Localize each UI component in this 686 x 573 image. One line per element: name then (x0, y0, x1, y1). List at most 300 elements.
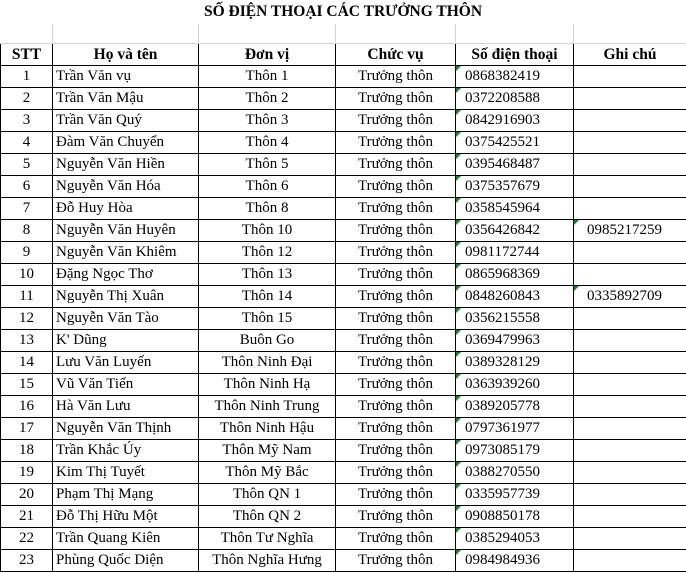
cell-stt[interactable] (1, 418, 53, 440)
number-as-text-indicator-icon (456, 418, 461, 423)
cell-phone[interactable] (456, 220, 574, 242)
cell-unit-text: Thôn Nghĩa Hưng (212, 552, 322, 568)
cell-unit[interactable] (199, 528, 336, 550)
cell-stt[interactable] (1, 264, 53, 286)
cell-unit[interactable] (199, 176, 336, 198)
cell-name[interactable] (53, 110, 199, 132)
table-row (1, 352, 686, 374)
header-row (1, 44, 686, 66)
cell-name-text: Vũ Văn Tiến (56, 376, 134, 392)
cell-phone[interactable] (456, 330, 574, 352)
cell-role-text: Trưởng thôn (357, 464, 434, 480)
cell-role-text: Trưởng thôn (357, 486, 434, 502)
cell-phone-text: 0375357679 (465, 178, 540, 194)
cell-unit-text: Thôn 1 (245, 68, 289, 84)
table-row (1, 88, 686, 110)
number-as-text-indicator-icon (456, 440, 461, 445)
table-row (1, 440, 686, 462)
blank-cell[interactable] (53, 24, 199, 44)
cell-note[interactable] (574, 374, 686, 396)
cell-phone[interactable] (456, 88, 574, 110)
cell-stt[interactable] (1, 286, 53, 308)
cell-stt-text: 10 (19, 266, 34, 282)
cell-phone[interactable] (456, 176, 574, 198)
cell-phone[interactable] (456, 308, 574, 330)
cell-unit-text: Buôn Go (239, 332, 295, 348)
header-role[interactable]: Chức vụ (336, 44, 456, 66)
cell-note[interactable] (574, 506, 686, 528)
table-row (1, 132, 686, 154)
number-as-text-indicator-icon (456, 198, 461, 203)
blank-cell[interactable] (336, 24, 456, 44)
cell-note[interactable] (574, 286, 686, 308)
cell-role[interactable] (336, 484, 456, 506)
cell-unit[interactable] (199, 462, 336, 484)
header-name[interactable]: Họ và tên (53, 44, 199, 66)
cell-role[interactable] (336, 462, 456, 484)
cell-stt-text: 22 (19, 530, 34, 546)
blank-cell[interactable] (1, 24, 53, 44)
cell-unit-text: Thôn 4 (245, 134, 289, 150)
cell-name[interactable] (53, 484, 199, 506)
cell-role[interactable] (336, 198, 456, 220)
cell-unit[interactable] (199, 418, 336, 440)
cell-phone-text: 0356426842 (465, 222, 540, 238)
cell-name-text: Đàm Văn Chuyển (56, 134, 165, 150)
cell-name-text: Trần Văn vụ (56, 68, 132, 84)
cell-stt[interactable] (1, 484, 53, 506)
cell-phone[interactable] (456, 462, 574, 484)
cell-note[interactable] (574, 418, 686, 440)
cell-role-text: Trưởng thôn (357, 156, 434, 172)
cell-stt-text: 1 (22, 68, 31, 84)
cell-phone-text: 0797361977 (465, 420, 540, 436)
cell-role[interactable] (336, 286, 456, 308)
cell-note-text: 0985217259 (587, 222, 662, 238)
cell-role[interactable] (336, 440, 456, 462)
cell-phone-text: 0973085179 (465, 442, 540, 458)
cell-stt-text: 4 (22, 134, 31, 150)
cell-stt[interactable] (1, 132, 53, 154)
cell-phone-text: 0984984936 (465, 552, 540, 568)
cell-role-text: Trưởng thôn (357, 530, 434, 546)
number-as-text-indicator-icon (456, 220, 461, 225)
cell-role[interactable] (336, 132, 456, 154)
number-as-text-indicator-icon (456, 462, 461, 467)
cell-name-text: Trần Văn Mậu (56, 90, 144, 106)
cell-phone-text: 0908850178 (465, 508, 540, 524)
cell-name[interactable] (53, 396, 199, 418)
cell-unit[interactable] (199, 440, 336, 462)
table-row (1, 528, 686, 550)
cell-name[interactable] (53, 198, 199, 220)
table-row (1, 484, 686, 506)
cell-phone[interactable] (456, 352, 574, 374)
cell-role-text: Trưởng thôn (357, 68, 434, 84)
cell-name[interactable] (53, 66, 199, 88)
cell-unit-text: Thôn Mỹ Nam (222, 442, 312, 458)
cell-name[interactable] (53, 550, 199, 572)
cell-stt[interactable] (1, 66, 53, 88)
cell-unit[interactable] (199, 286, 336, 308)
cell-note[interactable] (574, 352, 686, 374)
cell-role[interactable] (336, 506, 456, 528)
cell-role[interactable] (336, 330, 456, 352)
cell-phone[interactable] (456, 440, 574, 462)
number-as-text-indicator-icon (456, 330, 461, 335)
cell-unit[interactable] (199, 550, 336, 572)
cell-phone[interactable] (456, 374, 574, 396)
cell-stt[interactable] (1, 506, 53, 528)
table-row (1, 176, 686, 198)
cell-role-text: Trưởng thôn (357, 310, 434, 326)
cell-phone-text: 0372208588 (465, 90, 540, 106)
cell-stt-text: 5 (22, 156, 31, 172)
cell-stt-text: 6 (22, 178, 31, 194)
cell-unit[interactable] (199, 132, 336, 154)
cell-role[interactable] (336, 528, 456, 550)
cell-note[interactable] (574, 132, 686, 154)
cell-role-text: Trưởng thôn (357, 178, 434, 194)
blank-cell[interactable] (574, 24, 686, 44)
cell-phone[interactable] (456, 484, 574, 506)
cell-role-text: Trưởng thôn (357, 508, 434, 524)
cell-name[interactable] (53, 132, 199, 154)
cell-name-text: K' Dũng (56, 332, 107, 348)
cell-note[interactable] (574, 88, 686, 110)
cell-role-text: Trưởng thôn (357, 200, 434, 216)
cell-stt-text: 13 (19, 332, 34, 348)
cell-name-text: Lưu Văn Luyến (56, 354, 152, 370)
cell-unit[interactable] (199, 242, 336, 264)
cell-stt-text: 3 (22, 112, 31, 128)
cell-stt[interactable] (1, 374, 53, 396)
cell-role[interactable] (336, 418, 456, 440)
cell-phone[interactable] (456, 396, 574, 418)
table-row (1, 264, 686, 286)
cell-role-text: Trưởng thôn (357, 398, 434, 414)
cell-stt[interactable] (1, 110, 53, 132)
cell-note[interactable] (574, 528, 686, 550)
cell-role[interactable] (336, 352, 456, 374)
cell-name[interactable] (53, 154, 199, 176)
cell-note[interactable] (574, 220, 686, 242)
cell-name[interactable] (53, 176, 199, 198)
cell-stt-text: 9 (22, 244, 31, 260)
cell-role-text: Trưởng thôn (357, 134, 434, 150)
cell-stt[interactable] (1, 550, 53, 572)
cell-unit[interactable] (199, 352, 336, 374)
cell-name-text: Nguyễn Văn Thịnh (56, 420, 172, 436)
table-row (1, 220, 686, 242)
cell-phone[interactable] (456, 154, 574, 176)
cell-unit-text: Thôn 5 (245, 156, 289, 172)
cell-name-text: Đỗ Thị Hữu Một (56, 508, 158, 524)
number-as-text-indicator-icon (456, 154, 461, 159)
cell-stt[interactable] (1, 198, 53, 220)
number-as-text-indicator-icon (456, 528, 461, 533)
table-row (1, 110, 686, 132)
table-row (1, 418, 686, 440)
cell-unit[interactable] (199, 396, 336, 418)
cell-name-text: Đỗ Huy Hòa (56, 200, 133, 216)
sheet-title[interactable]: SỐ ĐIỆN THOẠI CÁC TRƯỞNG THÔN (203, 3, 483, 20)
number-as-text-indicator-icon (456, 374, 461, 379)
cell-name-text: Nguyễn Văn Huyên (56, 222, 176, 238)
number-as-text-indicator-icon (456, 396, 461, 401)
cell-name[interactable] (53, 242, 199, 264)
cell-unit[interactable] (199, 66, 336, 88)
header-note[interactable]: Ghi chú (574, 44, 686, 66)
cell-phone[interactable] (456, 418, 574, 440)
cell-unit[interactable] (199, 110, 336, 132)
cell-note[interactable] (574, 198, 686, 220)
cell-unit-text: Thôn Ninh Hậu (219, 420, 315, 436)
cell-note[interactable] (574, 154, 686, 176)
cell-role[interactable] (336, 396, 456, 418)
cell-stt[interactable] (1, 176, 53, 198)
cell-name-text: Nguyễn Văn Khiêm (56, 244, 177, 260)
number-as-text-indicator-icon (574, 286, 579, 291)
cell-unit[interactable] (199, 506, 336, 528)
cell-stt-text: 8 (22, 222, 31, 238)
number-as-text-indicator-icon (456, 88, 461, 93)
cell-phone-text: 0356215558 (465, 310, 540, 326)
cell-unit-text: Thôn 10 (241, 222, 293, 238)
cell-name-text: Trần Văn Quý (56, 112, 142, 128)
contact-table (0, 24, 686, 572)
cell-note[interactable] (574, 176, 686, 198)
cell-unit[interactable] (199, 264, 336, 286)
cell-stt[interactable] (1, 154, 53, 176)
cell-role[interactable] (336, 176, 456, 198)
header-stt[interactable]: STT (1, 44, 53, 66)
cell-role-text: Trưởng thôn (357, 552, 434, 568)
cell-role-text: Trưởng thôn (357, 288, 434, 304)
number-as-text-indicator-icon (574, 220, 579, 225)
cell-name[interactable] (53, 528, 199, 550)
cell-phone[interactable] (456, 550, 574, 572)
cell-name[interactable] (53, 418, 199, 440)
cell-name[interactable] (53, 330, 199, 352)
number-as-text-indicator-icon (456, 242, 461, 247)
cell-role[interactable] (336, 88, 456, 110)
cell-stt-text: 7 (22, 200, 31, 216)
cell-role[interactable] (336, 220, 456, 242)
cell-unit[interactable] (199, 374, 336, 396)
cell-stt[interactable] (1, 352, 53, 374)
cell-phone[interactable] (456, 242, 574, 264)
cell-name-text: Nguyễn Văn Tào (56, 310, 159, 326)
cell-note[interactable] (574, 264, 686, 286)
cell-note[interactable] (574, 484, 686, 506)
cell-phone-text: 0358545964 (465, 200, 540, 216)
cell-role[interactable] (336, 242, 456, 264)
cell-name[interactable] (53, 286, 199, 308)
cell-unit-text: Thôn Ninh Đại (221, 354, 313, 370)
blank-cell[interactable] (456, 24, 574, 44)
cell-phone-text: 0868382419 (465, 68, 540, 84)
cell-phone-text: 0388270550 (465, 464, 540, 480)
number-as-text-indicator-icon (456, 352, 461, 357)
cell-phone-text: 0335957739 (465, 486, 540, 502)
cell-stt-text: 21 (19, 508, 34, 524)
cell-name-text: Hà Văn Lưu (56, 398, 131, 414)
cell-name-text: Nguyễn Thị Xuân (56, 288, 165, 304)
cell-phone-text: 0363939260 (465, 376, 540, 392)
cell-stt[interactable] (1, 528, 53, 550)
number-as-text-indicator-icon (456, 484, 461, 489)
cell-stt-text: 16 (19, 398, 34, 414)
cell-unit-text: Thôn Ninh Trung (214, 398, 320, 414)
number-as-text-indicator-icon (456, 66, 461, 71)
cell-phone-text: 0389328129 (465, 354, 540, 370)
cell-phone[interactable] (456, 264, 574, 286)
cell-name[interactable] (53, 308, 199, 330)
cell-stt[interactable] (1, 330, 53, 352)
cell-stt-text: 20 (19, 486, 34, 502)
cell-role[interactable] (336, 264, 456, 286)
cell-role-text: Trưởng thôn (357, 222, 434, 238)
blank-cell[interactable] (199, 24, 336, 44)
cell-stt-text: 23 (19, 552, 34, 568)
cell-name[interactable] (53, 352, 199, 374)
cell-phone-text: 0842916903 (465, 112, 540, 128)
cell-phone[interactable] (456, 110, 574, 132)
cell-unit-text: Thôn 13 (241, 266, 293, 282)
cell-name[interactable] (53, 220, 199, 242)
cell-unit-text: Thôn Mỹ Bắc (225, 464, 309, 480)
cell-note-text: 0335892709 (587, 288, 662, 304)
cell-stt[interactable] (1, 220, 53, 242)
cell-phone-text: 0385294053 (465, 530, 540, 546)
cell-role[interactable] (336, 550, 456, 572)
cell-unit[interactable] (199, 308, 336, 330)
cell-stt-text: 2 (22, 90, 31, 106)
cell-note[interactable] (574, 330, 686, 352)
cell-role-text: Trưởng thôn (357, 376, 434, 392)
cell-unit-text: Thôn QN 1 (232, 486, 302, 502)
cell-name[interactable] (53, 462, 199, 484)
cell-name-text: Nguyễn Văn Hiền (56, 156, 165, 172)
cell-unit[interactable] (199, 198, 336, 220)
cell-note[interactable] (574, 396, 686, 418)
cell-role-text: Trưởng thôn (357, 90, 434, 106)
cell-name-text: Trần Quang Kiên (56, 530, 161, 546)
cell-role-text: Trưởng thôn (357, 266, 434, 282)
cell-role-text: Trưởng thôn (357, 354, 434, 370)
cell-stt[interactable] (1, 396, 53, 418)
cell-name[interactable] (53, 374, 199, 396)
cell-phone[interactable] (456, 286, 574, 308)
cell-role-text: Trưởng thôn (357, 332, 434, 348)
cell-name-text: Đặng Ngọc Thơ (56, 266, 153, 282)
cell-stt-text: 14 (19, 354, 34, 370)
cell-unit-text: Thôn Tư Nghĩa (220, 530, 314, 546)
cell-unit-text: Thôn 14 (241, 288, 293, 304)
cell-phone[interactable] (456, 506, 574, 528)
cell-unit[interactable] (199, 330, 336, 352)
cell-stt-text: 15 (19, 376, 34, 392)
cell-stt-text: 18 (19, 442, 34, 458)
cell-name-text: Kim Thị Tuyết (56, 464, 145, 480)
cell-unit[interactable] (199, 220, 336, 242)
cell-stt-text: 11 (19, 288, 34, 304)
cell-role[interactable] (336, 66, 456, 88)
cell-note[interactable] (574, 242, 686, 264)
cell-unit-text: Thôn Ninh Hạ (223, 376, 311, 392)
table-row (1, 286, 686, 308)
cell-stt-text: 12 (19, 310, 34, 326)
cell-role[interactable] (336, 110, 456, 132)
table-row (1, 154, 686, 176)
cell-note[interactable] (574, 550, 686, 572)
cell-unit-text: Thôn 6 (245, 178, 289, 194)
cell-role-text: Trưởng thôn (357, 420, 434, 436)
table-row (1, 330, 686, 352)
cell-unit-text: Thôn 3 (245, 112, 289, 128)
cell-role[interactable] (336, 374, 456, 396)
cell-role[interactable] (336, 308, 456, 330)
cell-name-text: Nguyễn Văn Hóa (56, 178, 161, 194)
table-row (1, 396, 686, 418)
cell-note[interactable] (574, 110, 686, 132)
cell-phone[interactable] (456, 528, 574, 550)
cell-phone[interactable] (456, 66, 574, 88)
cell-stt-text: 17 (19, 420, 34, 436)
cell-phone-text: 0395468487 (465, 156, 540, 172)
cell-name[interactable] (53, 440, 199, 462)
cell-name[interactable] (53, 506, 199, 528)
table-row (1, 242, 686, 264)
cell-note[interactable] (574, 462, 686, 484)
cell-stt[interactable] (1, 88, 53, 110)
cell-unit-text: Thôn 2 (245, 90, 289, 106)
cell-phone-text: 0375425521 (465, 134, 540, 150)
cell-name[interactable] (53, 88, 199, 110)
cell-note[interactable] (574, 66, 686, 88)
cell-phone[interactable] (456, 198, 574, 220)
header-unit[interactable]: Đơn vị (199, 44, 336, 66)
cell-stt[interactable] (1, 462, 53, 484)
cell-phone-text: 0848260843 (465, 288, 540, 304)
cell-note[interactable] (574, 440, 686, 462)
table-row (1, 308, 686, 330)
cell-stt[interactable] (1, 440, 53, 462)
header-phone[interactable]: Số điện thoại (456, 44, 574, 66)
table-row (1, 374, 686, 396)
cell-unit[interactable] (199, 154, 336, 176)
cell-phone[interactable] (456, 132, 574, 154)
cell-role-text: Trưởng thôn (357, 442, 434, 458)
cell-unit-text: Thôn 8 (245, 200, 289, 216)
cell-unit[interactable] (199, 88, 336, 110)
cell-note[interactable] (574, 308, 686, 330)
number-as-text-indicator-icon (456, 506, 461, 511)
table-row (1, 506, 686, 528)
cell-name-text: Phùng Quốc Diện (56, 552, 164, 568)
blank-row (1, 24, 686, 44)
cell-phone-text: 0865968369 (465, 266, 540, 282)
cell-unit[interactable] (199, 484, 336, 506)
cell-name[interactable] (53, 264, 199, 286)
cell-stt[interactable] (1, 308, 53, 330)
cell-stt[interactable] (1, 242, 53, 264)
cell-stt-text: 19 (19, 464, 34, 480)
cell-role-text: Trưởng thôn (357, 244, 434, 260)
cell-phone-text: 0389205778 (465, 398, 540, 414)
cell-role[interactable] (336, 154, 456, 176)
